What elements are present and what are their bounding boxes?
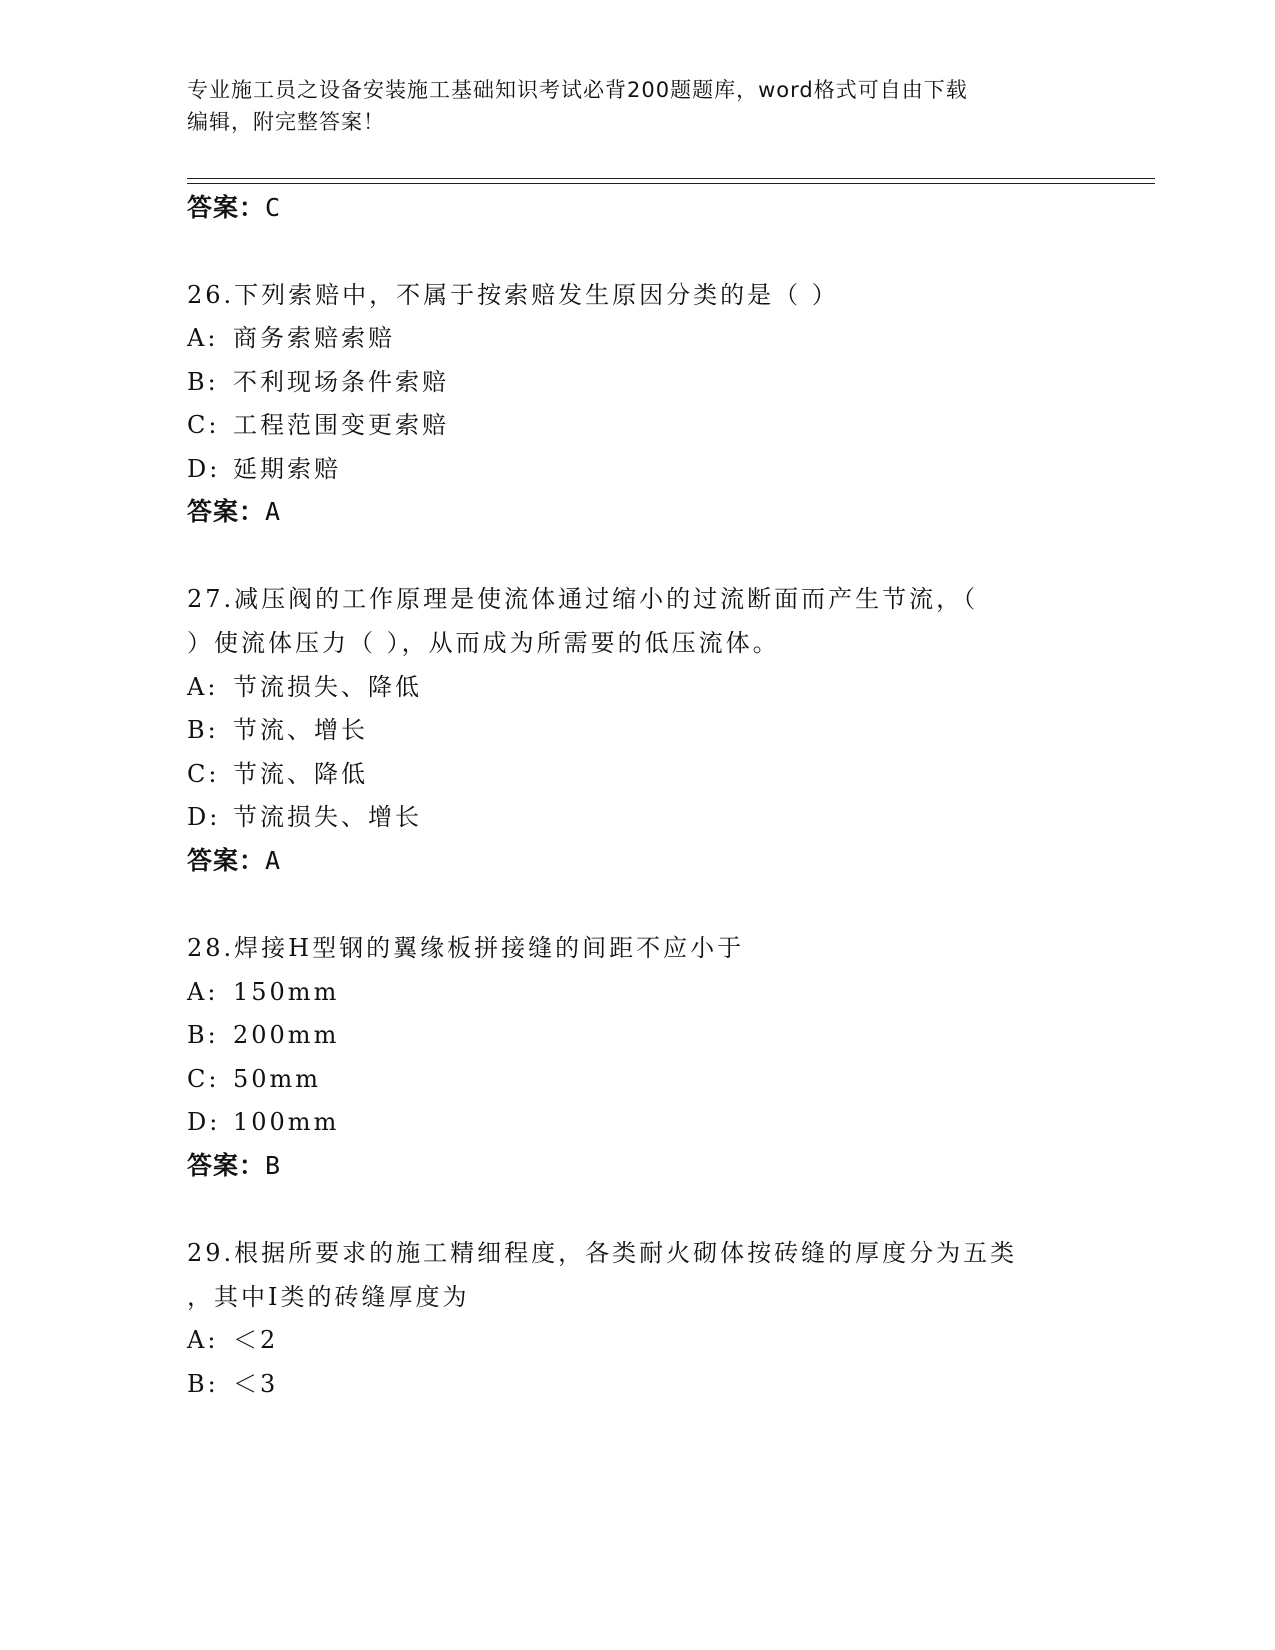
option-text: 200mm [233,1021,340,1049]
answer-27 [187,846,281,876]
option-text: 不利现场条件索赔 [233,368,449,396]
header-line-2: 编辑，附完整答案！ [187,110,385,134]
option-text: 商务索赔索赔 [233,324,395,352]
option-text: 150mm [233,978,340,1006]
question-29-stem-line-2: ，其中Ⅰ类的砖缝厚度为 [187,1283,470,1311]
question-27-stem-line-1: 27.减压阀的工作原理是使流体通过缩小的过流断面而产生节流，（ [187,585,979,613]
question-26-option-c [187,410,449,440]
option-letter: C: [187,1065,220,1093]
option-letter: D: [187,1108,221,1136]
question-27-option-a [187,672,422,702]
option-text: 节流损失、降低 [233,673,422,701]
option-text: 100mm [233,1108,340,1136]
question-26-option-b [187,367,449,397]
answer-value: A [265,497,282,526]
option-text: 节流、增长 [233,716,368,744]
option-letter: A: [187,1326,219,1354]
answer-label: 答案： [187,497,266,526]
header-divider-bottom [187,183,1155,184]
option-letter: A: [187,324,219,352]
question-26-option-a [187,323,395,353]
option-text: 50mm [233,1065,322,1093]
option-text: 节流损失、增长 [233,803,422,831]
question-28-option-d [187,1107,339,1137]
option-letter: D: [187,803,221,831]
question-28-option-c [187,1064,321,1094]
question-27-option-c [187,759,368,789]
option-letter: B: [187,368,219,396]
option-letter: B: [187,1021,219,1049]
option-text: 节流、降低 [233,760,368,788]
answer-value: B [265,1151,282,1180]
option-letter: A: [187,673,219,701]
question-28-option-b [187,1020,339,1050]
header-line-1: 专业施工员之设备安装施工基础知识考试必背200题题库，word格式可自由下载 [187,78,968,102]
option-text: ＜2 [233,1326,279,1354]
question-28-option-a [187,977,339,1007]
option-text: ＜3 [233,1370,279,1398]
option-letter: D: [187,455,221,483]
answer-label: 答案： [187,846,266,875]
option-letter: C: [187,411,220,439]
option-letter: C: [187,760,220,788]
option-letter: B: [187,716,219,744]
question-28-stem: 28.焊接H型钢的翼缘板拼接缝的间距不应小于 [187,934,745,962]
answer-26 [187,497,281,527]
question-27-stem-line-2: ）使流体压力（ ），从而成为所需要的低压流体。 [187,629,780,657]
question-29-option-b [187,1369,278,1399]
question-29-option-a [187,1325,278,1355]
question-27-option-d [187,802,422,832]
header-divider-top [187,178,1155,179]
page-header [187,74,1087,138]
question-26-stem: 26.下列索赔中，不属于按索赔发生原因分类的是（ ） [187,281,839,309]
question-26-option-d [187,454,341,484]
option-text: 延期索赔 [233,455,341,483]
answer-value: A [265,846,282,875]
answer-28 [187,1151,281,1181]
answer-25 [187,193,281,223]
answer-label: 答案： [187,193,266,222]
option-letter: B: [187,1370,219,1398]
question-27-option-b [187,715,368,745]
option-letter: A: [187,978,219,1006]
question-29-stem-line-1: 29.根据所要求的施工精细程度，各类耐火砌体按砖缝的厚度分为五类 [187,1239,1018,1267]
answer-value: C [265,193,282,222]
option-text: 工程范围变更索赔 [233,411,449,439]
answer-label: 答案： [187,1151,266,1180]
